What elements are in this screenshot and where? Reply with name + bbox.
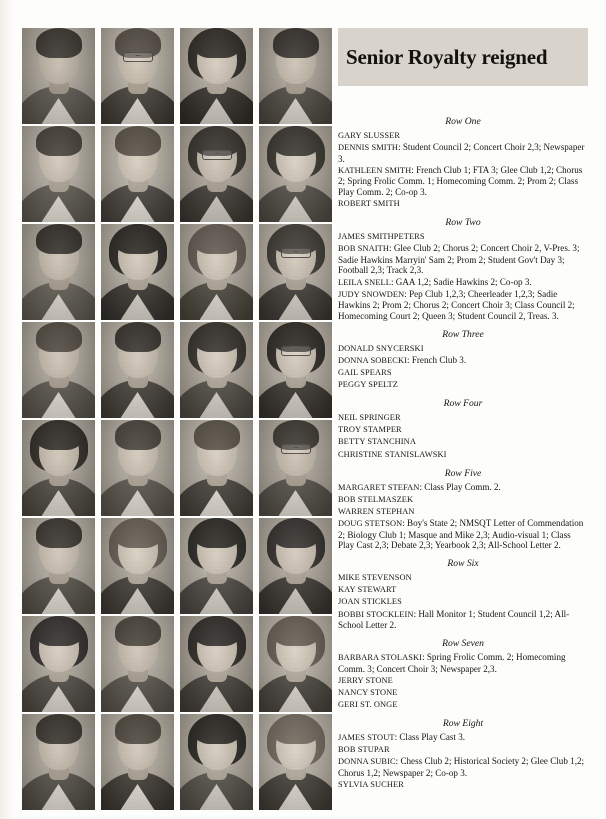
student-entry [338, 609, 588, 631]
student-name: JAMES STOUT [338, 733, 395, 743]
senior-portrait [180, 616, 253, 712]
portrait-photo [259, 126, 332, 222]
portrait-grain [22, 322, 95, 418]
student-name: GERI ST. ONGE [338, 700, 398, 710]
student-name: DENNIS SMITH [338, 143, 399, 153]
portrait-grain [259, 224, 332, 320]
student-entry [338, 744, 588, 756]
student-entry [338, 732, 588, 744]
portrait-photo [22, 126, 95, 222]
portrait-photo [180, 126, 253, 222]
senior-portrait [259, 28, 332, 124]
portrait-photo [180, 714, 253, 810]
senior-portrait [22, 28, 95, 124]
senior-portrait [101, 28, 174, 124]
portrait-grain [259, 322, 332, 418]
portrait-photo [259, 518, 332, 614]
student-entry [338, 675, 588, 687]
portrait-photo [22, 322, 95, 418]
student-name: BOB SNAITH [338, 244, 390, 254]
student-name: BETTY STANCHINA [338, 437, 416, 447]
right-column [338, 28, 588, 791]
row-label: Row Four [443, 398, 483, 410]
portrait-photo [180, 616, 253, 712]
student-entry [338, 494, 588, 506]
student-entry [338, 584, 588, 596]
senior-portrait [22, 714, 95, 810]
portrait-grain [180, 126, 253, 222]
student-name: MARGARET STEFAN [338, 482, 420, 492]
portrait-photo [22, 28, 95, 124]
portrait-photo [101, 28, 174, 124]
student-activities: : Boy's State 2; NMSQT Letter of Commendation 2; Biology Club 1; Masque and Mike 2,3; Audio-visual 1; Class Play Cast 2,3; Debate 2,3; Yearbook 2,3; All-School Letter 2. [338, 517, 584, 551]
senior-portrait [180, 714, 253, 810]
portrait-photo [101, 518, 174, 614]
headline-band [338, 28, 588, 86]
student-name: DOUG STETSON [338, 518, 403, 528]
portrait-grain [22, 518, 95, 614]
senior-portrait [101, 518, 174, 614]
senior-portrait [259, 518, 332, 614]
student-entry [338, 231, 588, 243]
student-name: LEILA SNELL [338, 277, 391, 287]
student-name: JUDY SNOWDEN [338, 289, 405, 299]
student-entry [338, 142, 588, 164]
student-entry [338, 699, 588, 711]
senior-portrait [180, 28, 253, 124]
student-name: JOAN STICKLES [338, 597, 402, 607]
senior-portrait [101, 224, 174, 320]
student-entry [338, 436, 588, 448]
student-name: CHRISTINE STANISLAWSKI [338, 449, 447, 459]
portrait-grain [22, 224, 95, 320]
student-name: JAMES SMITHPETERS [338, 232, 425, 242]
row-label: Row Five [444, 467, 482, 479]
student-entry [338, 130, 588, 142]
portrait-photo [180, 420, 253, 516]
portrait-photo [22, 518, 95, 614]
student-name: TROY STAMPER [338, 425, 402, 435]
student-entry [338, 518, 588, 551]
student-entry [338, 652, 588, 674]
student-entry [338, 289, 588, 322]
student-entry [338, 243, 588, 276]
student-activities: : Class Play Cast 3. [394, 732, 466, 743]
portrait-photo [22, 224, 95, 320]
senior-portrait [259, 322, 332, 418]
portrait-photo [259, 28, 332, 124]
student-name: KATHLEEN SMITH [338, 165, 412, 175]
student-name: GAIL SPEARS [338, 368, 392, 378]
row-label: Row Three [442, 328, 484, 340]
student-entry [338, 355, 588, 367]
portrait-grain [101, 714, 174, 810]
student-activities: : Hall Monitor 1; Student Council 1,2; All-School Letter 2. [338, 608, 570, 631]
portrait-photo [101, 714, 174, 810]
student-name: WARREN STEPHAN [338, 506, 415, 516]
portrait-grain [180, 518, 253, 614]
student-activities: : Glee Club 2; Chorus 2; Concert Choir 2, V-Pres. 3; Sadie Hawkins Marryin' Sam 2; Prom 2; Student Gov't Day 3; Football 2,3; Track 2,3. [338, 243, 580, 276]
senior-portrait [22, 224, 95, 320]
page-title: Senior Royalty reigned [346, 44, 548, 69]
student-name: KAY STEWART [338, 585, 397, 595]
senior-portrait-grid [22, 28, 332, 810]
student-activities: : Pep Club 1,2,3; Cheerleader 1,2,3; Sadie Hawkins 2; Prom 2; Chorus 2; Concert Choir 3; Class Council 2; Homecoming Court 2; Queen 3; Student Council 2, Treas. 3. [338, 288, 575, 321]
senior-portrait [101, 322, 174, 418]
portrait-photo [259, 714, 332, 810]
student-entry [338, 779, 588, 791]
student-activities: : French Club 1; FTA 3; Glee Club 1,2; Chorus 2; Spring Frolic Comm. 1; Homecoming Comm. 2; Prom 2; Class Play Comm. 2; Co-op 3. [338, 164, 583, 197]
student-name: PEGGY SPELTZ [338, 380, 398, 390]
row-label: Row Six [447, 558, 479, 570]
portrait-grain [101, 126, 174, 222]
student-name: DONNA SUBIC [338, 757, 396, 767]
student-entry [338, 424, 588, 436]
student-entry [338, 687, 588, 699]
portrait-photo [180, 322, 253, 418]
senior-portrait [22, 616, 95, 712]
senior-portrait [259, 420, 332, 516]
senior-portrait [259, 616, 332, 712]
student-name: SYLVIA SUCHER [338, 780, 404, 790]
portrait-grain [22, 28, 95, 124]
senior-portrait [180, 126, 253, 222]
student-entry [338, 482, 588, 494]
student-entry [338, 449, 588, 461]
student-entry [338, 572, 588, 584]
senior-portrait [259, 714, 332, 810]
student-activities: : Spring Frolic Comm. 2; Homecoming Comm. 3; Concert Choir 3; Newspaper 2,3. [338, 652, 566, 674]
portrait-grain [259, 420, 332, 516]
student-activities: : Chess Club 2; Historical Society 2; Glee Club 1,2; Chorus 1,2; Newspaper 2; Co-op 3. [338, 756, 585, 778]
senior-portrait [259, 126, 332, 222]
senior-portrait [101, 616, 174, 712]
portrait-grain [259, 714, 332, 810]
student-name: DONALD SNYCERSKI [338, 343, 424, 353]
portrait-photo [22, 714, 95, 810]
portrait-photo [101, 224, 174, 320]
row-label: Row One [445, 116, 481, 127]
portrait-photo [22, 616, 95, 712]
portrait-photo [180, 28, 253, 124]
portrait-grain [101, 518, 174, 614]
portrait-grain [180, 224, 253, 320]
senior-portrait [180, 322, 253, 418]
student-entry [338, 343, 588, 355]
senior-portrait [22, 518, 95, 614]
portrait-photo [101, 616, 174, 712]
student-name: NANCY STONE [338, 687, 398, 697]
portrait-grain [22, 616, 95, 712]
portrait-photo [259, 616, 332, 712]
portrait-grain [180, 322, 253, 418]
senior-portrait [101, 420, 174, 516]
student-entry [338, 165, 588, 198]
senior-portrait [22, 322, 95, 418]
student-entry [338, 756, 588, 778]
student-name: BOBBI STOCKLEIN [338, 609, 414, 619]
senior-portrait [180, 224, 253, 320]
student-name: GARY SLUSSER [338, 131, 401, 140]
senior-portrait [180, 518, 253, 614]
portrait-grain [259, 126, 332, 222]
portrait-grain [101, 322, 174, 418]
portrait-grain [259, 616, 332, 712]
student-entry [338, 198, 588, 210]
portrait-grain [101, 28, 174, 124]
student-name: MIKE STEVENSON [338, 573, 412, 583]
portrait-photo [259, 322, 332, 418]
senior-portrait [259, 224, 332, 320]
student-name: JERRY STONE [338, 675, 393, 685]
student-activities: : French Club 3. [407, 355, 467, 365]
student-name: DONNA SOBECKI [338, 356, 408, 365]
student-entry [338, 277, 588, 289]
senior-portrait [101, 126, 174, 222]
portrait-grain [180, 28, 253, 124]
student-name: BOB STUPAR [338, 745, 390, 755]
portrait-grain [259, 518, 332, 614]
senior-portrait [180, 420, 253, 516]
portrait-grain [180, 714, 253, 810]
portrait-grain [22, 714, 95, 810]
student-entry [338, 412, 588, 424]
row-label: Row Seven [442, 638, 484, 650]
portrait-grain [180, 616, 253, 712]
portrait-photo [259, 224, 332, 320]
student-entry [338, 596, 588, 608]
portrait-grain [22, 126, 95, 222]
student-activities: : Student Council 2; Concert Choir 2,3; Newspaper 3. [338, 142, 585, 164]
portrait-grain [101, 420, 174, 516]
row-captions [338, 116, 588, 791]
student-activities: : GAA 1,2; Sadie Hawkins 2; Co-op 3. [390, 276, 532, 287]
student-name: NEIL SPRINGER [338, 413, 401, 423]
student-name: BOB STELMASZEK [338, 494, 414, 504]
student-activities: : Class Play Comm. 2. [419, 481, 501, 492]
portrait-photo [101, 322, 174, 418]
portrait-photo [22, 420, 95, 516]
page-edge-gradient [0, 0, 14, 819]
student-name: BARBARA STOLASKI [338, 653, 423, 663]
portrait-grain [101, 224, 174, 320]
portrait-photo [180, 224, 253, 320]
student-entry [338, 506, 588, 518]
portrait-grain [180, 420, 253, 516]
senior-portrait [101, 714, 174, 810]
row-label: Row Eight [442, 718, 484, 730]
portrait-grain [22, 420, 95, 516]
portrait-photo [259, 420, 332, 516]
student-entry [338, 367, 588, 379]
portrait-grain [101, 616, 174, 712]
senior-portrait [22, 420, 95, 516]
portrait-photo [101, 126, 174, 222]
portrait-photo [101, 420, 174, 516]
portrait-grain [259, 28, 332, 124]
portrait-photo [180, 518, 253, 614]
row-label: Row Two [445, 217, 481, 229]
senior-portrait [22, 126, 95, 222]
student-name: ROBERT SMITH [338, 199, 400, 209]
student-entry [338, 379, 588, 391]
